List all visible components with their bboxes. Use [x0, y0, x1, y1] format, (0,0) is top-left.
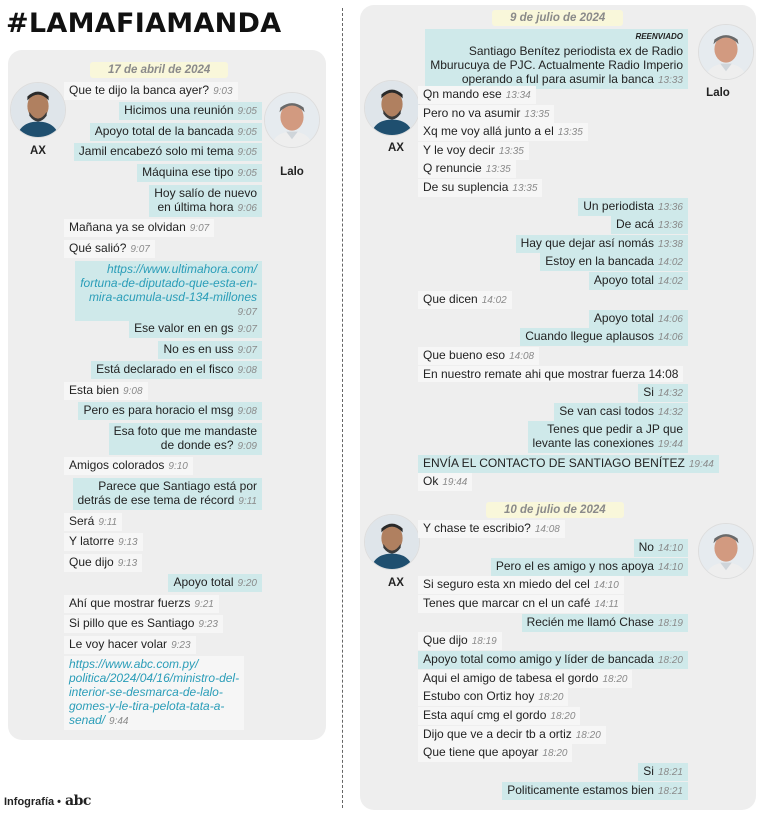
- message-received: En nuestro remate ahi que mostrar fuerza 14:08: [418, 366, 683, 382]
- message-received: Xq me voy allá junto a el 13:35: [418, 123, 588, 141]
- avatar-ax: [364, 80, 420, 136]
- message-sent: Apoyo total 14:02: [589, 272, 688, 290]
- footer-label: Infografía •: [4, 796, 62, 808]
- message-received: Si seguro esta xn miedo del cel 14:10: [418, 576, 624, 594]
- message-received: Que dijo 18:19: [418, 632, 502, 650]
- date-separator: 9 de julio de 2024: [492, 10, 623, 26]
- message-sent: Esa foto que me mandaste de donde es? 9:09: [109, 423, 262, 455]
- message-sent: Ese valor en en gs 9:07: [129, 320, 262, 338]
- avatar-lalo: [264, 92, 320, 148]
- message-received: Que tiene que apoyar 18:20: [418, 744, 572, 762]
- column-divider: [342, 8, 343, 808]
- message-sent: Apoyo total de la bancada 9:05: [90, 123, 262, 141]
- abc-logo: abc: [65, 793, 91, 809]
- message-sent: Apoyo total como amigo y líder de bancada 18:20: [418, 651, 688, 669]
- message-sent: Politicamente estamos bien 18:21: [502, 782, 688, 800]
- message-sent: Máquina ese tipo 9:05: [137, 164, 262, 182]
- message-received: Esta aquí cmg el gordo 18:20: [418, 707, 580, 725]
- message-sent: Si 18:21: [638, 763, 688, 781]
- message-received: Y latorre 9:13: [64, 533, 143, 551]
- page-title: #LAMAFIAMANDA: [6, 8, 282, 39]
- message-received: De su suplencia 13:35: [418, 179, 542, 197]
- message-received: Que te dijo la banca ayer? 9:03: [64, 82, 238, 100]
- message-sent: Apoyo total 14:06: [589, 310, 688, 328]
- message-sent: Un periodista 13:36: [578, 198, 688, 216]
- message-received: Dijo que ve a decir tb a ortiz 18:20: [418, 726, 606, 744]
- message-sent-contact: ENVÍA EL CONTACTO DE SANTIAGO BENÍTEZ 19:44: [418, 455, 719, 473]
- message-sent: Pero el es amigo y nos apoya 14:10: [491, 558, 688, 576]
- avatar-label-ax: AX: [30, 145, 46, 157]
- message-received: Y chase te escribio? 14:08: [418, 520, 565, 538]
- message-forwarded: REENVIADO Santiago Benítez periodista ex de Radio Mburucuya de PJC. Actualmente Radio Imperio operando a ful para asumir la banca 13:33: [425, 29, 688, 89]
- message-sent: De acá 13:36: [611, 216, 688, 234]
- avatar-label-lalo: Lalo: [280, 166, 304, 178]
- message-sent: Hay que dejar así nomás 13:38: [516, 235, 688, 253]
- date-separator: 17 de abril de 2024: [90, 62, 228, 78]
- message-received: Amigos colorados 9:10: [64, 457, 193, 475]
- avatar-lalo: [698, 24, 754, 80]
- avatar-label-ax: AX: [388, 577, 404, 589]
- message-received: Mañana ya se olvidan 9:07: [64, 219, 214, 237]
- message-sent: Tenes que pedir a JP que levante las conexiones 19:44: [528, 421, 688, 453]
- message-sent: Hicimos una reunión 9:05: [119, 102, 262, 120]
- message-received-link[interactable]: https://www.abc.com.py/ politica/2024/04/16/ministro-del- interior-se-desmarca-de-lalo- gomes-y-le-tira-pelota-tata-a- senad/ 9:44: [64, 656, 244, 730]
- message-received: Y le voy decir 13:35: [418, 142, 529, 160]
- message-sent: Recién me llamó Chase 18:19: [522, 614, 688, 632]
- date-separator: 10 de julio de 2024: [486, 502, 624, 518]
- message-received: Será 9:11: [64, 513, 122, 531]
- avatar-ax: [10, 82, 66, 138]
- message-sent: Si 14:32: [638, 384, 688, 402]
- message-sent: Está declarado en el fisco 9:08: [91, 361, 262, 379]
- avatar-label-lalo: Lalo: [706, 87, 730, 99]
- message-received: Qn mando ese 13:34: [418, 86, 536, 104]
- message-received: Q renuncie 13:35: [418, 160, 516, 178]
- message-received: Que bueno eso 14:08: [418, 347, 539, 365]
- message-received: Esta bien 9:08: [64, 382, 148, 400]
- avatar-label-ax: AX: [388, 142, 404, 154]
- message-received: Que dicen 14:02: [418, 291, 512, 309]
- footer-credit: [4, 793, 91, 809]
- message-received: Si pillo que es Santiago 9:23: [64, 615, 223, 633]
- message-received: Qué salió? 9:07: [64, 240, 155, 258]
- message-sent: Apoyo total 9:20: [168, 574, 262, 592]
- message-sent: Cuando llegue aplausos 14:06: [520, 328, 688, 346]
- message-sent: No es en uss 9:07: [158, 341, 262, 359]
- message-sent: Hoy salío de nuevo en última hora 9:06: [149, 185, 262, 217]
- message-sent: Estoy en la bancada 14:02: [540, 253, 688, 271]
- message-received: Pero no va asumir 13:35: [418, 105, 554, 123]
- message-received: Aqui el amigo de tabesa el gordo 18:20: [418, 670, 632, 688]
- message-received: Tenes que marcar cn el un café 14:11: [418, 595, 624, 613]
- message-received: Ahí que mostrar fuerzs 9:21: [64, 595, 219, 613]
- message-sent: Pero es para horacio el msg 9:08: [78, 402, 262, 420]
- message-sent: Parece que Santiago está por detrás de ese tema de récord 9:11: [73, 478, 263, 510]
- message-received: Ok 19:44: [418, 473, 472, 491]
- avatar-lalo: [698, 523, 754, 579]
- message-received: Que dijo 9:13: [64, 554, 142, 572]
- message-sent-link[interactable]: https://www.ultimahora.com/ fortuna-de-diputado-que-esta-en- mira-acumula-usd-134-millones 9:07: [75, 261, 262, 321]
- message-sent: No 14:10: [634, 539, 688, 557]
- avatar-ax: [364, 514, 420, 570]
- message-sent: Se van casi todos 14:32: [554, 403, 688, 421]
- message-received: Le voy hacer volar 9:23: [64, 636, 196, 654]
- message-received: Estubo con Ortiz hoy 18:20: [418, 688, 568, 706]
- message-sent: Jamil encabezó solo mi tema 9:05: [74, 143, 262, 161]
